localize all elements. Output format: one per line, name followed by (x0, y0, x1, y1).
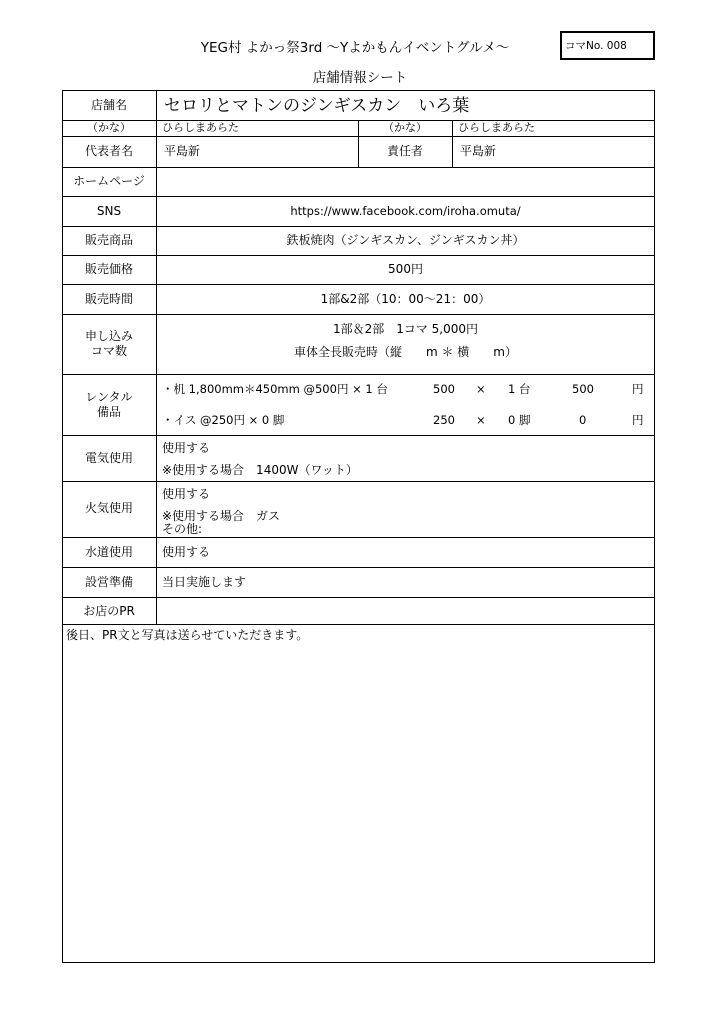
hours-value: 1部&2部（10：00〜21：00） (320, 292, 491, 306)
pr-text: 後日、PR文と写真は送らせていただきます。 (66, 628, 309, 642)
pr-label: お店のPR (83, 604, 135, 618)
electricity-label: 電気使用 (84, 451, 133, 465)
homepage-label: ホームページ (73, 174, 145, 188)
row-divider (62, 567, 655, 568)
row-divider (62, 167, 655, 168)
fire-line-1: 使用する (162, 487, 211, 501)
rental-item-total: 500 (572, 382, 594, 396)
price-label: 販売価格 (84, 262, 133, 276)
row-divider (62, 196, 655, 197)
application-line-2: 車体全長販売時（縦 m ＊ 横 m） (293, 345, 517, 359)
row-divider (62, 255, 655, 256)
rental-item-total: 0 (579, 413, 587, 427)
water-value: 使用する (162, 545, 211, 559)
sns-value: https://www.facebook.com/iroha.omuta/ (290, 204, 521, 218)
row-divider (62, 284, 655, 285)
application-line-1: 1部＆2部 1コマ 5,000円 (332, 322, 479, 336)
manager-label: 責任者 (386, 144, 423, 158)
kana-label: （かな） (87, 121, 131, 134)
column-divider (452, 120, 453, 167)
product-label: 販売商品 (84, 233, 133, 247)
fire-line-3: その他: (162, 522, 203, 536)
electricity-line-2: ※使用する場合 1400W（ワット） (162, 463, 358, 477)
row-divider (62, 624, 655, 625)
rental-item-unit: 250 (433, 413, 455, 427)
document-title: YEG村 よかっ祭3rd 〜Yよかもんイベントグルメ〜 (200, 40, 510, 56)
shop-name-value: セロリとマトンのジンギスカン いろ葉 (164, 96, 470, 116)
shop-name-label: 店舗名 (90, 98, 127, 112)
fire-label: 火気使用 (84, 501, 133, 515)
row-divider (62, 537, 655, 538)
rental-item-yen: 円 (632, 382, 644, 396)
rental-item-desk: ・机 1,800mm＊450mm @500円 × 1 台 (162, 382, 388, 396)
sns-label: SNS (96, 204, 122, 218)
rental-item-chair: ・イス @250円 × 0 脚 (162, 413, 285, 427)
koma-number-box: コマNo. 008 (560, 31, 655, 60)
fire-line-2: ※使用する場合 ガス (162, 509, 281, 523)
row-divider (62, 374, 655, 375)
product-value: 鉄板焼肉（ジンギスカン、ジンギスカン丼） (286, 233, 525, 247)
row-divider (62, 314, 655, 315)
row-divider (62, 481, 655, 482)
representative-value: 平島新 (164, 144, 201, 158)
manager-value: 平島新 (460, 144, 497, 158)
rental-item-qty: 1 台 (508, 382, 531, 396)
rental-label-1: レンタル (85, 390, 133, 404)
price-value: 500円 (388, 262, 423, 276)
row-divider (62, 597, 655, 598)
setup-value: 当日実施します (162, 575, 247, 589)
document-subtitle: 店舗情報シート (312, 70, 408, 86)
application-label-2: コマ数 (90, 344, 127, 358)
kana-label-2: （かな） (383, 121, 427, 134)
electricity-line-1: 使用する (162, 441, 211, 455)
info-table (62, 90, 655, 963)
setup-label: 設営準備 (84, 575, 133, 589)
water-label: 水道使用 (84, 545, 133, 559)
hours-label: 販売時間 (84, 292, 133, 306)
application-label-1: 申し込み (84, 329, 133, 343)
kana-value: ひらしまあらた (162, 121, 239, 134)
kana-value-2: ひらしまあらた (458, 121, 535, 134)
row-divider (62, 435, 655, 436)
rental-item-unit: 500 (433, 382, 455, 396)
representative-label: 代表者名 (84, 144, 133, 158)
row-divider (62, 226, 655, 227)
rental-item-times: × (476, 413, 486, 427)
rental-item-times: × (476, 382, 486, 396)
rental-item-yen: 円 (632, 413, 644, 427)
rental-item-qty: 0 脚 (508, 413, 531, 427)
rental-label-2: 備品 (96, 405, 121, 419)
